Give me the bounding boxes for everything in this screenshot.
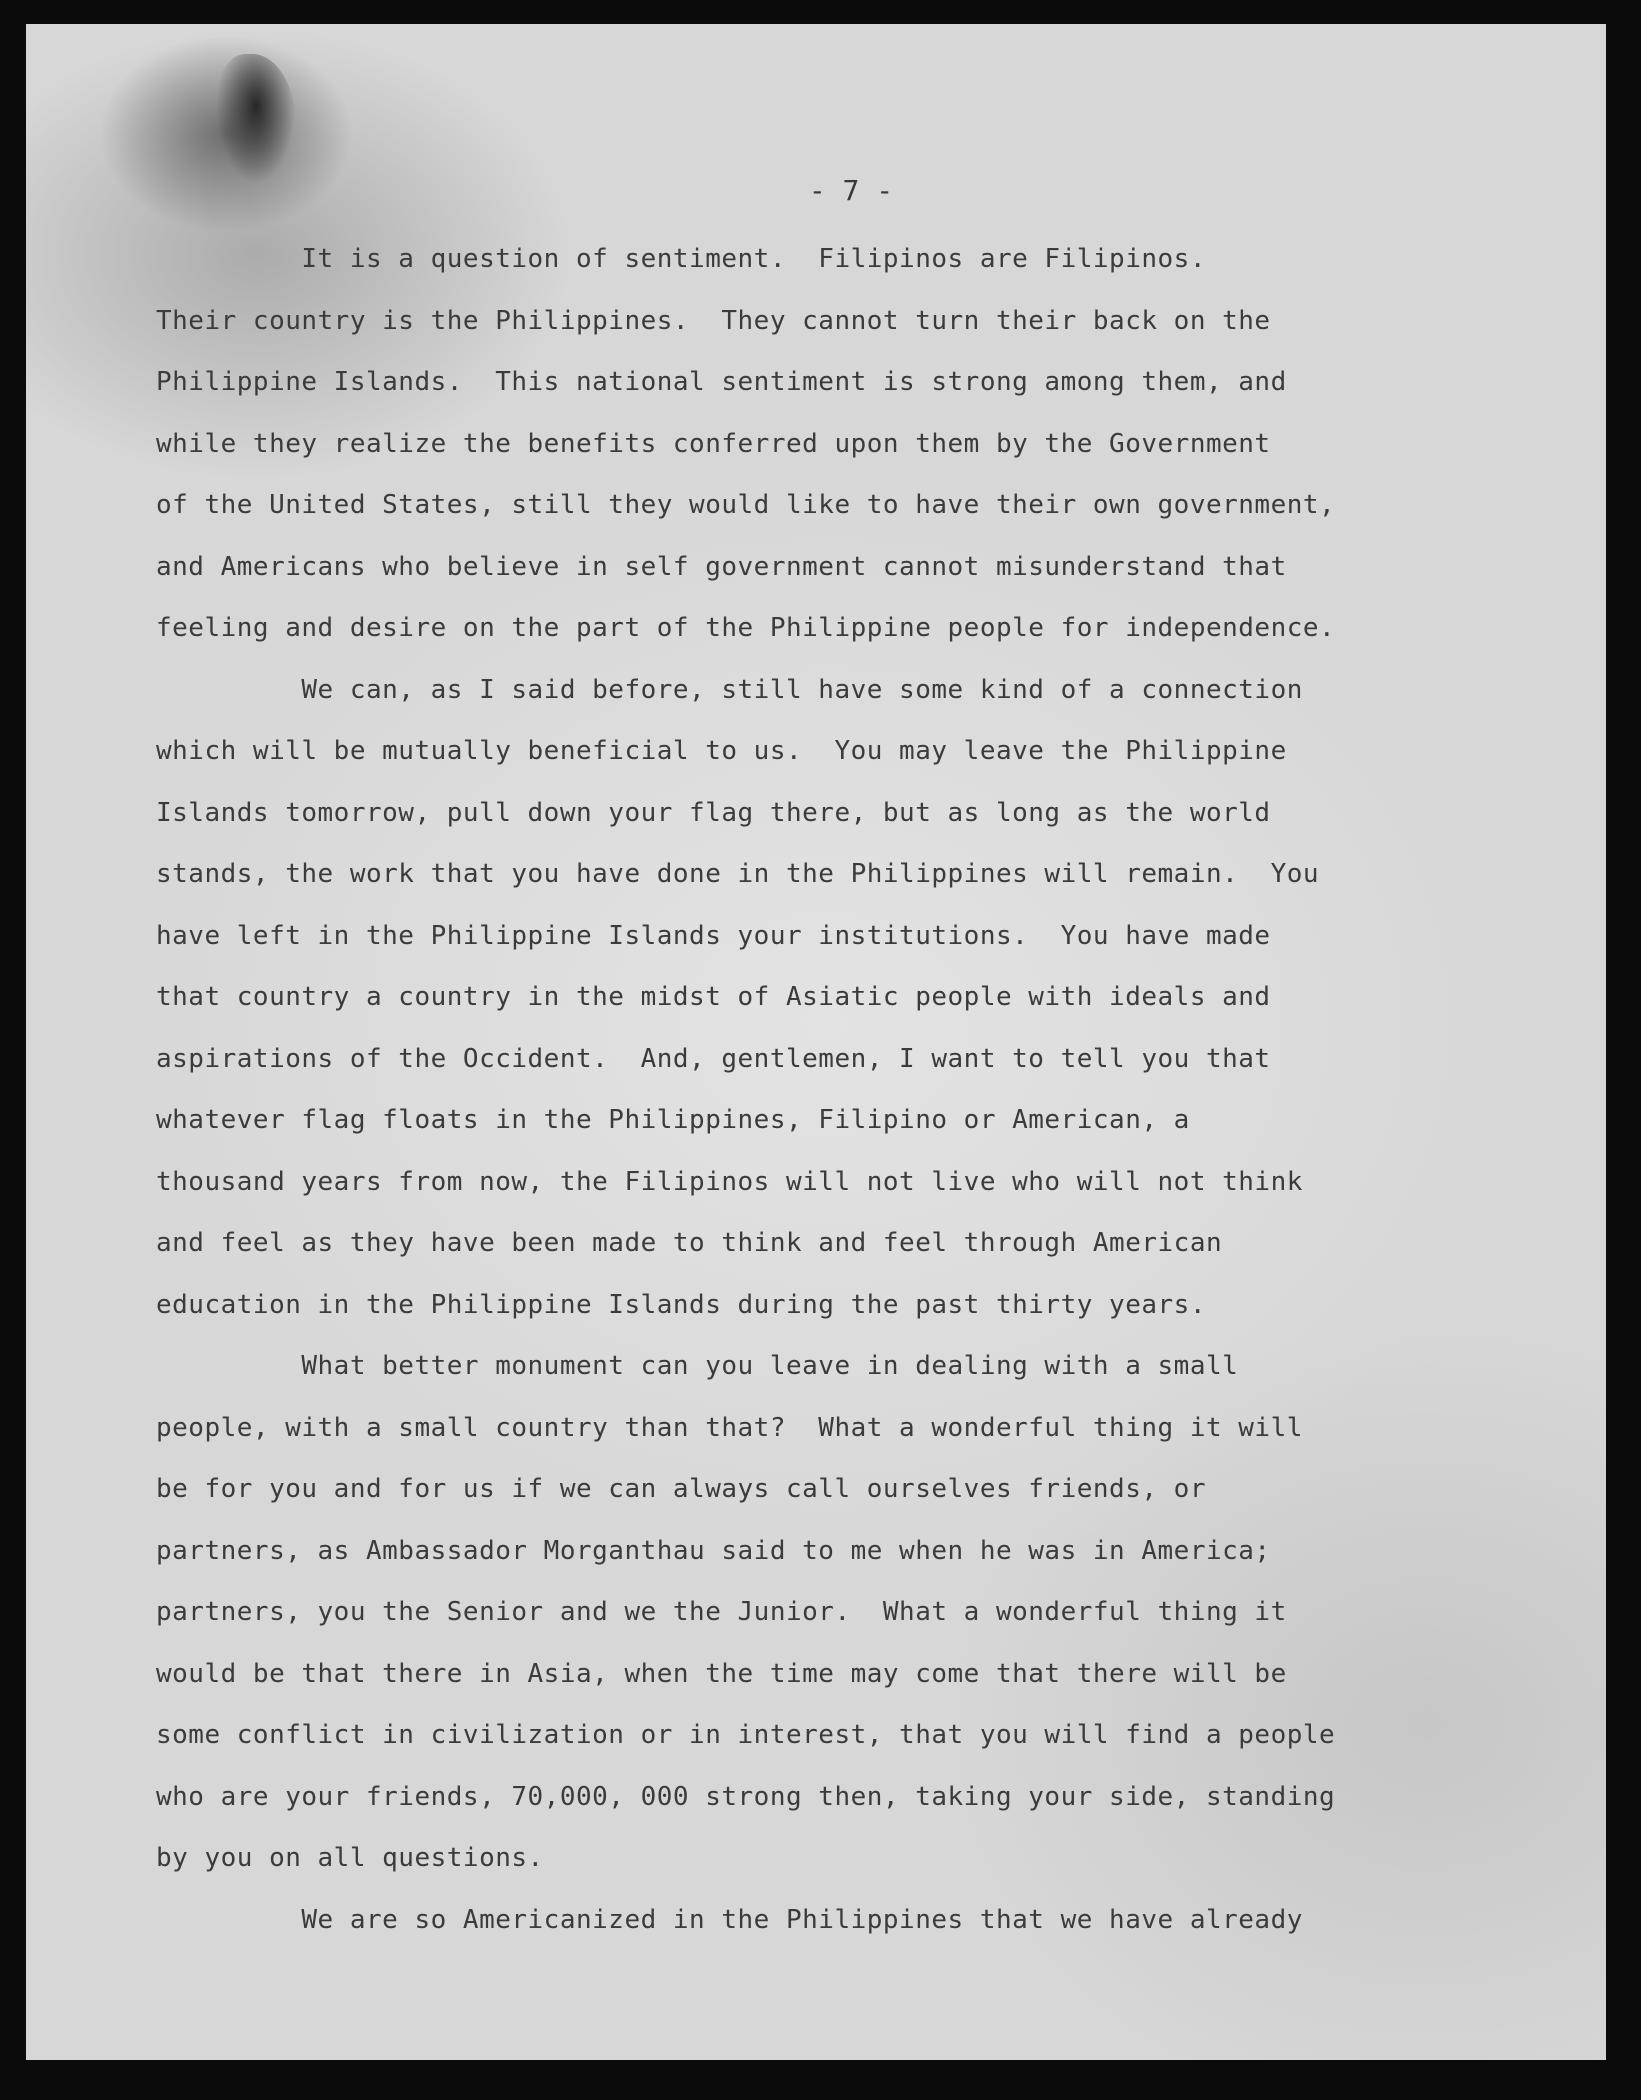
text-line: and Americans who believe in self government cannot misunderstand that xyxy=(156,551,1287,582)
text-line: while they realize the benefits conferred upon them by the Government xyxy=(156,428,1271,459)
text-line: by you on all questions. xyxy=(156,1843,544,1873)
text-line: Islands tomorrow, pull down your flag there, but as long as the world xyxy=(156,797,1271,828)
text-line: It is a question of sentiment. Filipinos are Filipinos. xyxy=(156,244,1206,274)
burn-stain xyxy=(216,54,296,184)
text-line: partners, you the Senior and we the Junior. What a wonderful thing it xyxy=(156,1597,1287,1627)
text-line: aspirations of the Occident. And, gentlemen, I want to tell you that xyxy=(156,1043,1271,1074)
text-line: and feel as they have been made to think and feel through American xyxy=(156,1228,1223,1258)
text-line: would be that there in Asia, when the time may come that there will be xyxy=(156,1658,1287,1689)
text-line: We can, as I said before, still have some kind of a connection xyxy=(156,674,1303,705)
text-line: that country a country in the midst of Asiatic people with ideals and xyxy=(156,982,1271,1012)
text-line: Philippine Islands. This national sentiment is strong among them, and xyxy=(156,367,1287,397)
text-line: be for you and for us if we can always call ourselves friends, or xyxy=(156,1474,1206,1504)
typewritten-page xyxy=(26,24,1606,2060)
text-line: whatever flag floats in the Philippines, Filipino or American, a xyxy=(156,1105,1190,1135)
text-line: of the United States, still they would like to have their own government, xyxy=(156,490,1336,520)
text-line: which will be mutually beneficial to us. You may leave the Philippine xyxy=(156,736,1287,766)
text-line: some conflict in civilization or in interest, that you will find a people xyxy=(156,1720,1336,1750)
body-text xyxy=(156,229,1556,1951)
text-line: We are so Americanized in the Philippines that we have already xyxy=(156,1904,1303,1935)
text-line: who are your friends, 70,000, 000 strong then, taking your side, standing xyxy=(156,1781,1336,1812)
text-line: people, with a small country than that? What a wonderful thing it will xyxy=(156,1412,1303,1443)
text-line: stands, the work that you have done in the Philippines will remain. You xyxy=(156,859,1320,889)
text-line: education in the Philippine Islands during the past thirty years. xyxy=(156,1289,1206,1320)
text-line: have left in the Philippine Islands your institutions. You have made xyxy=(156,920,1271,951)
page-number: - 7 - xyxy=(808,174,894,207)
text-line: Their country is the Philippines. They cannot turn their back on the xyxy=(156,305,1271,336)
text-line: partners, as Ambassador Morganthau said to me when he was in America; xyxy=(156,1535,1271,1566)
text-line: What better monument can you leave in dealing with a small xyxy=(156,1351,1239,1381)
text-line: thousand years from now, the Filipinos will not live who will not think xyxy=(156,1166,1303,1197)
text-line: feeling and desire on the part of the Philippine people for independence. xyxy=(156,613,1336,643)
